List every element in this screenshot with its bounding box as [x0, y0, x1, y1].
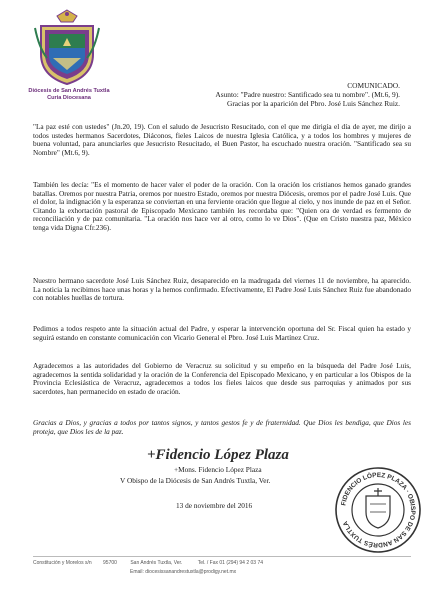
diocese-name: Diócesis de San Andrés Tuxtla: [28, 88, 110, 94]
subject-line-2: Gracias por la aparición del Pbro. José Luis Sánchez Ruiz.: [226, 99, 400, 108]
letter-date: 13 de noviembre del 2016: [176, 501, 253, 510]
paragraph-5: Agradecemos a las autoridades del Gobierno de Veracruz su solicitud y su empeño en la búsqueda del Padre José Luis, agradecemos la sentida solidaridad y la oración de la Conferencia del Episcopado Mexicano, y en particular a los Obispos de la Provincia Eclesiástica de Veracruz, agradecemos a todos los fieles laicos que desde sus parroquias y animados por sus sacerdotes, han permanecido en estado de oración.: [33, 361, 411, 396]
paragraph-6: Gracias a Dios, y gracias a todos por tantos signos, y tantos gestos fe y de fraternidad. Que Dios les bendiga, que Dios les proteja, que Dios les de la paz.: [33, 418, 411, 436]
curia-name: Curia Diocesana: [47, 95, 91, 101]
paragraph-1: "La paz esté con ustedes" (Jn.20, 19). Con el saludo de Jesucristo Resucitado, con el que me dirigía el día de ayer, me dirijo a todos ustedes hermanos Sacerdotes, Diáconos, fieles Laicos de nuestra Iglesia Católica, y a todos los hombres y mujeres de buena voluntad, para anunciarles que Jesucristo Resucitado, el Buen Pastor, ha escuchado nuestra oración. "Santificado sea su Nombre" (Mt.6, 9).: [33, 122, 411, 157]
diocese-crest-logo: [33, 8, 101, 86]
footer-rule: [33, 556, 411, 557]
signatory-title: V Obispo de la Diócesis de San Andrés Tuxtla, Ver.: [120, 476, 271, 485]
signatory-name: +Mons. Fidencio López Plaza: [174, 465, 262, 474]
doc-type: COMUNICADO.: [347, 81, 400, 90]
footer-address: Constitución y Morelos s/n: [33, 560, 92, 566]
footer-email: Email: diocesissanandrestuxtla@prodigy.net.mx: [130, 569, 237, 575]
paragraph-2: También les decía: "Es el momento de hacer valer el poder de la oración. Con la oración los cristianos hemos ganado grandes batallas. Oremos por nuestra Patria, oremos por nuestro Estado, oremos por nuestra Diócesis, oremos por el padre José Luis. Que el dolor, la indignación y la esperanza se conviertan en una ferviente oración que llegue al cielo, y nos inunde de paz en el Señor. Citando la exhortación pastoral de Episcopado Mexicano también les recordaba que: "Quien ora de verdad es fermento de reconciliación y de paz comunitaria. "La oración nos hace ver al otro, como lo ve Dios". (Que en Cristo nuestra paz, México tenga vida Digna Cfr.236).: [33, 180, 411, 232]
footer-zip: 95700: [103, 560, 117, 566]
handwritten-signature: +Fidencio López Plaza: [147, 447, 289, 463]
seal-text: FIDENCIO LÓPEZ PLAZA · OBISPO DE SAN ANDRÉS TUXTLA: [340, 471, 417, 549]
subject-line: Asunto: "Padre nuestro: Santificado sea tu nombre". (Mt.6, 9).: [215, 90, 400, 99]
bishop-seal-stamp: [334, 466, 422, 554]
paragraph-4: Pedimos a todos respeto ante la situación actual del Padre, y esperar la intervención oportuna del Sr. Fiscal quien ha estado y seguirá estando en constante comunicación con Vicario General el Pbro. José Luis Martínez Cruz.: [33, 324, 411, 342]
footer-phone: Tel. / Fax 01 (294) 94 2 03 74: [197, 560, 264, 566]
footer-city: San Andrés Tuxtla, Ver.: [130, 560, 183, 566]
paragraph-3: Nuestro hermano sacerdote José Luis Sánchez Ruiz, desaparecido en la madrugada del viernes 11 de noviembre, ha aparecido. La noticia la recibimos hace unas horas y la hemos confirmado. Efectivamente, El Padre José Luis Sánchez Ruiz fue abandonado con notables huellas de tortura.: [33, 276, 411, 303]
footer-address-line: [33, 560, 393, 566]
